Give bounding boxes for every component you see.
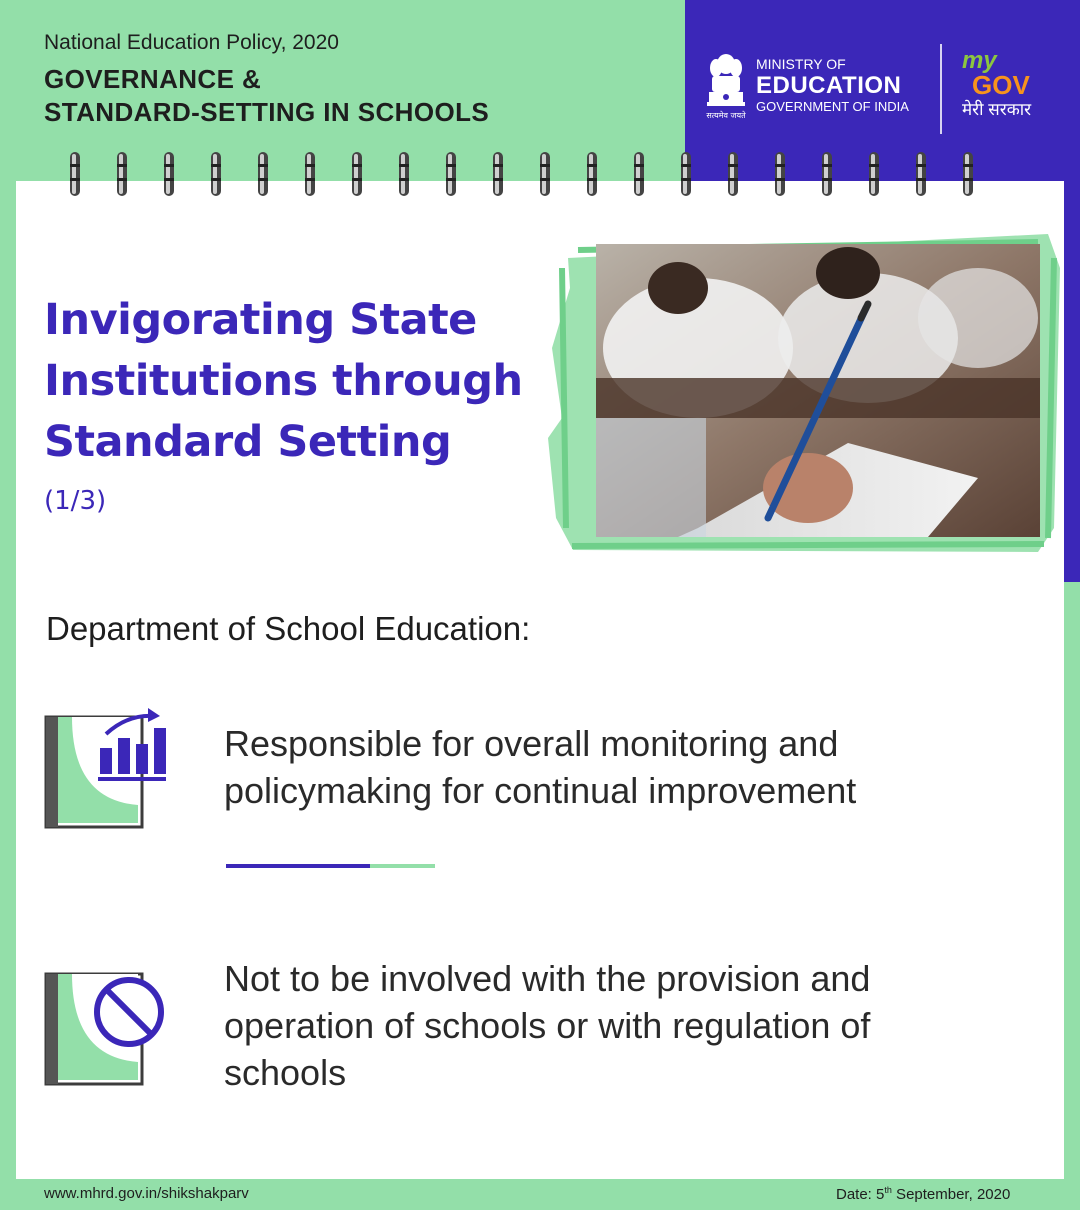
exam-photo xyxy=(548,228,1063,558)
main-title-line-3: Standard Setting xyxy=(44,417,452,467)
main-title xyxy=(44,290,544,473)
policy-title: National Education Policy, 2020 xyxy=(44,31,339,54)
emblem-motto: सत्यमेव जयते xyxy=(706,111,746,120)
ministry-line-3: GOVERNMENT OF INDIA xyxy=(756,99,909,114)
date-suffix: September, 2020 xyxy=(891,1186,1011,1203)
national-emblem-icon xyxy=(704,52,748,122)
point-2-line-3: schools xyxy=(224,1052,347,1093)
main-title-line-2: Institutions through xyxy=(44,356,523,406)
page-heading xyxy=(44,63,489,129)
footer-url[interactable]: www.mhrd.gov.in/shikshakparv xyxy=(44,1185,249,1202)
separator-purple xyxy=(226,864,370,868)
page-indicator: (1/3) xyxy=(44,486,107,516)
mygov-my: my xyxy=(962,47,997,74)
mygov-logo xyxy=(962,47,1032,120)
spiral-binding xyxy=(0,152,1080,202)
ministry-logo-text xyxy=(756,56,909,114)
ministry-line-2: EDUCATION xyxy=(756,72,902,99)
heading-line-2: STANDARD-SETTING IN SCHOOLS xyxy=(44,97,490,127)
heading-line-1: GOVERNANCE & xyxy=(44,64,262,94)
point-1-text xyxy=(224,720,1034,814)
date-sup: th xyxy=(884,1185,892,1195)
mygov-tagline: मेरी सरकार xyxy=(962,100,1032,119)
separator-green xyxy=(370,864,435,868)
section-heading: Department of School Education: xyxy=(46,610,531,647)
ministry-line-1: MINISTRY OF xyxy=(756,56,846,72)
mygov-gov: GOV xyxy=(972,70,1030,100)
footer-date xyxy=(836,1185,1010,1203)
point-1-line-1: Responsible for overall monitoring and xyxy=(224,723,839,764)
date-prefix: Date: 5 xyxy=(836,1186,885,1203)
point-2-line-2: operation of schools or with regulation of xyxy=(224,1005,871,1046)
main-title-line-1: Invigorating State xyxy=(44,295,477,345)
prohibited-icon xyxy=(92,975,166,1049)
point-2-line-1: Not to be involved with the provision and xyxy=(224,958,871,999)
bar-chart-growth-icon xyxy=(98,708,168,783)
point-2-text xyxy=(224,955,1034,1096)
point-1-line-2: policymaking for continual improvement xyxy=(224,770,857,811)
logo-divider xyxy=(940,44,942,134)
